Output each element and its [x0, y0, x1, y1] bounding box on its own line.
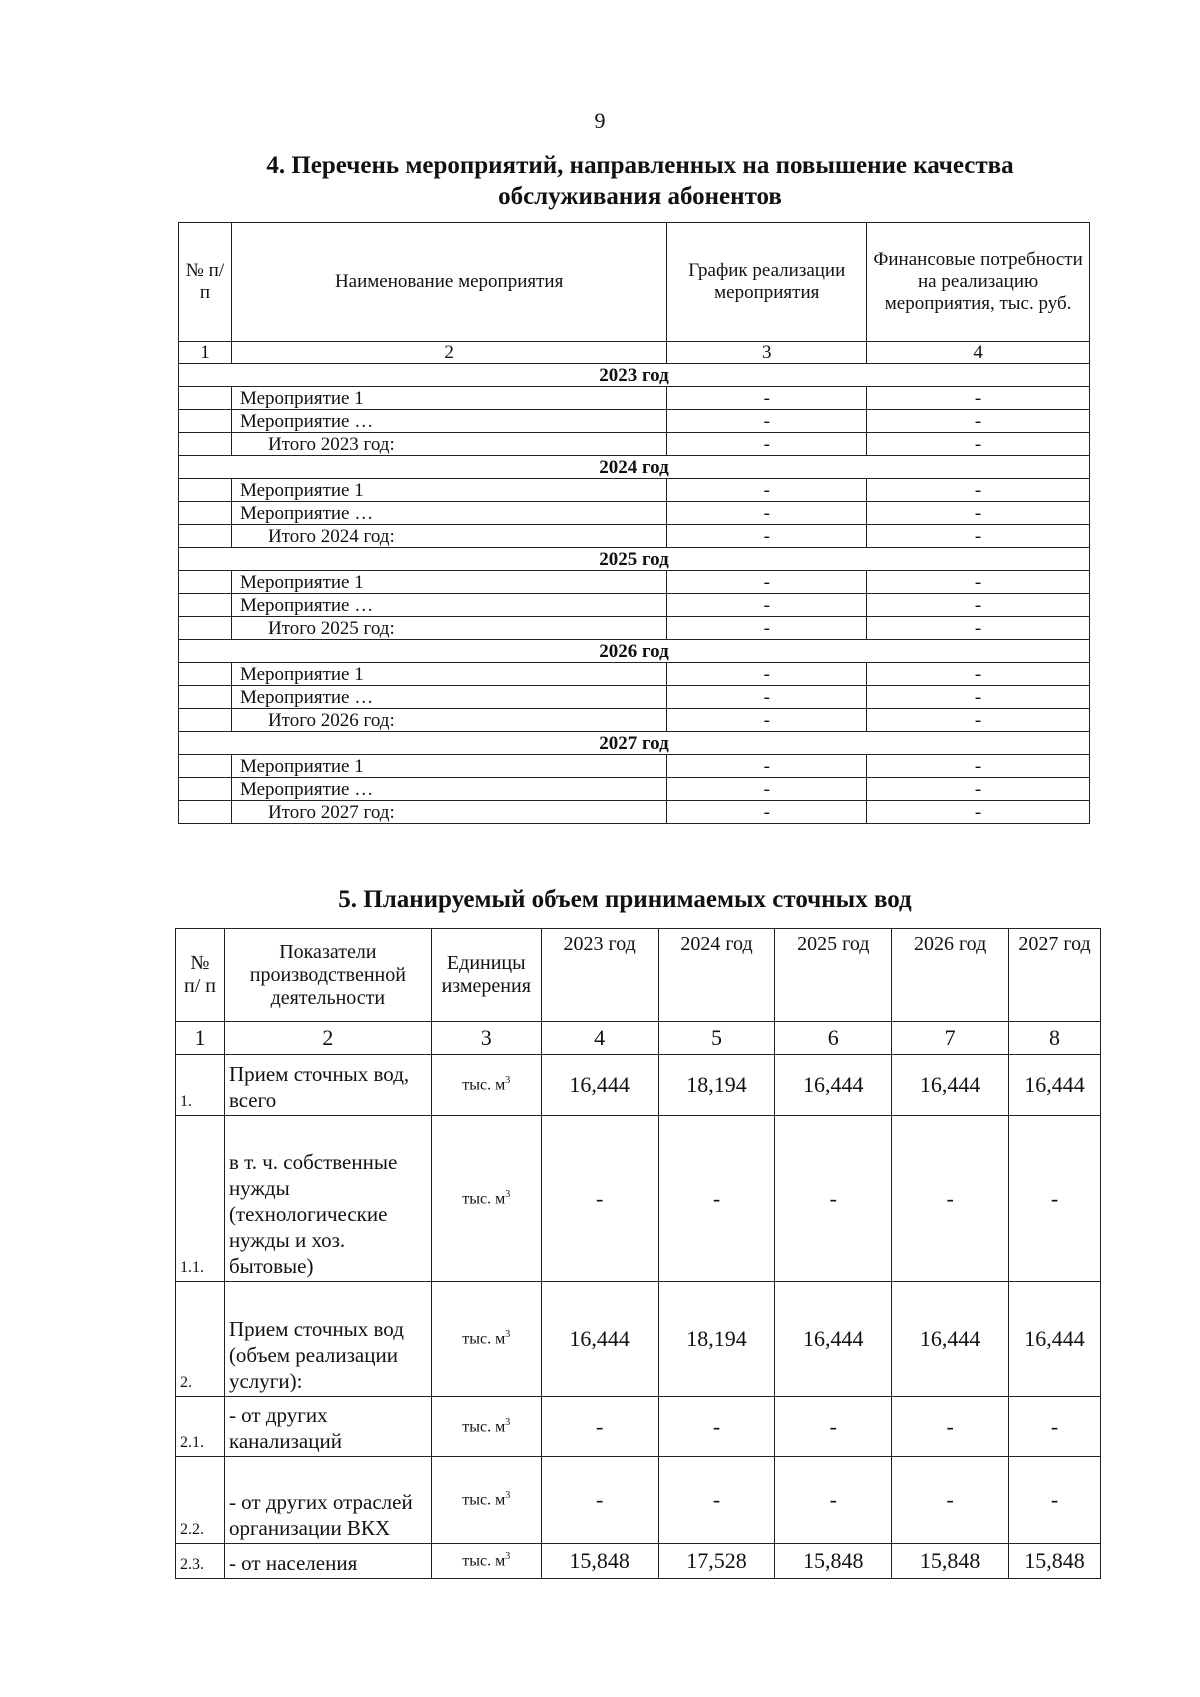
measure-schedule: - [667, 502, 867, 525]
row-number [179, 502, 232, 525]
year-value: - [541, 1457, 658, 1544]
indicator-unit [431, 1116, 541, 1282]
total-row [179, 801, 1090, 824]
measure-row [179, 663, 1090, 686]
column-number: 4 [541, 1022, 658, 1055]
year-group-row [179, 732, 1090, 755]
unit-exponent: 3 [505, 1490, 511, 1502]
year-group-label: 2023 год [179, 364, 1090, 387]
measure-schedule: - [667, 594, 867, 617]
measure-schedule: - [667, 663, 867, 686]
column-number-row [179, 342, 1090, 364]
measure-name: Мероприятие … [231, 778, 666, 801]
header-year: 2027 год [1009, 929, 1101, 1022]
row-number: 1. [176, 1055, 225, 1116]
year-group-row [179, 548, 1090, 571]
measure-row [179, 571, 1090, 594]
unit-text: тыс. м [462, 1330, 506, 1348]
measure-schedule: - [667, 479, 867, 502]
indicator-name: Прием сточных вод (объем реализации услуги): [224, 1282, 431, 1397]
measure-finance: - [867, 410, 1090, 433]
total-row [179, 617, 1090, 640]
unit-exponent: 3 [505, 1551, 511, 1563]
measures-table [178, 222, 1090, 824]
measure-name: Мероприятие … [231, 410, 666, 433]
header-finance: Финансовые потребности на реализацию мероприятия, тыс. руб. [867, 223, 1090, 342]
year-value: - [541, 1397, 658, 1457]
measure-schedule: - [667, 525, 867, 548]
unit-text: тыс. м [462, 1190, 506, 1208]
indicator-name: в т. ч. собственные нужды (технологические нужды и хоз. бытовые) [224, 1116, 431, 1282]
unit-text: тыс. м [462, 1552, 506, 1570]
indicator-unit [431, 1282, 541, 1397]
unit-exponent: 3 [505, 1188, 511, 1200]
column-number: 2 [224, 1022, 431, 1055]
year-group-label: 2025 год [179, 548, 1090, 571]
indicator-row [176, 1282, 1101, 1397]
row-number [179, 778, 232, 801]
measure-row [179, 502, 1090, 525]
year-group-label: 2026 год [179, 640, 1090, 663]
indicator-unit [431, 1457, 541, 1544]
header-year: 2023 год [541, 929, 658, 1022]
year-value: 15,848 [892, 1544, 1009, 1579]
measure-finance: - [867, 433, 1090, 456]
measure-finance: - [867, 801, 1090, 824]
measure-name: Итого 2027 год: [231, 801, 666, 824]
measure-name: Итого 2024 год: [231, 525, 666, 548]
year-value: - [1009, 1397, 1101, 1457]
measure-name: Мероприятие 1 [231, 571, 666, 594]
column-number: 3 [667, 342, 867, 364]
indicator-row [176, 1055, 1101, 1116]
indicator-name: - от населения [224, 1544, 431, 1579]
measure-schedule: - [667, 433, 867, 456]
measure-finance: - [867, 778, 1090, 801]
year-group-label: 2024 год [179, 456, 1090, 479]
total-row [179, 433, 1090, 456]
measure-schedule: - [667, 387, 867, 410]
year-value: 16,444 [892, 1055, 1009, 1116]
indicator-unit [431, 1544, 541, 1579]
indicator-unit [431, 1055, 541, 1116]
row-number: 2.2. [176, 1457, 225, 1544]
year-value: 16,444 [1009, 1055, 1101, 1116]
measure-schedule: - [667, 617, 867, 640]
header-year: 2026 год [892, 929, 1009, 1022]
measure-row [179, 686, 1090, 709]
measure-finance: - [867, 594, 1090, 617]
column-number: 7 [892, 1022, 1009, 1055]
measure-schedule: - [667, 801, 867, 824]
year-value: - [775, 1116, 892, 1282]
row-number [179, 410, 232, 433]
indicator-name: - от других отраслей организации ВКХ [224, 1457, 431, 1544]
column-number: 4 [867, 342, 1090, 364]
measure-finance: - [867, 617, 1090, 640]
unit-exponent: 3 [505, 1075, 511, 1087]
measure-schedule: - [667, 571, 867, 594]
row-number [179, 571, 232, 594]
row-number [179, 709, 232, 732]
year-value: - [892, 1116, 1009, 1282]
year-value: 16,444 [775, 1055, 892, 1116]
unit-text: тыс. м [462, 1418, 506, 1436]
column-number-row [176, 1022, 1101, 1055]
row-number [179, 525, 232, 548]
measure-finance: - [867, 755, 1090, 778]
measure-name: Мероприятие 1 [231, 755, 666, 778]
measure-schedule: - [667, 755, 867, 778]
row-number: 2. [176, 1282, 225, 1397]
measure-name: Мероприятие … [231, 686, 666, 709]
measure-name: Мероприятие … [231, 502, 666, 525]
row-number [179, 479, 232, 502]
measure-schedule: - [667, 410, 867, 433]
year-value: - [1009, 1457, 1101, 1544]
measure-row [179, 594, 1090, 617]
header-unit: Единицы измерения [431, 929, 541, 1022]
indicator-row [176, 1544, 1101, 1579]
year-group-row [179, 640, 1090, 663]
year-value: - [541, 1116, 658, 1282]
measure-finance: - [867, 663, 1090, 686]
year-value: 15,848 [1009, 1544, 1101, 1579]
measure-name: Мероприятие … [231, 594, 666, 617]
measure-name: Итого 2025 год: [231, 617, 666, 640]
column-number: 1 [176, 1022, 225, 1055]
year-value: - [658, 1116, 775, 1282]
year-value: 15,848 [541, 1544, 658, 1579]
year-value: 17,528 [658, 1544, 775, 1579]
measure-name: Мероприятие 1 [231, 663, 666, 686]
measure-finance: - [867, 709, 1090, 732]
measure-schedule: - [667, 686, 867, 709]
year-value: 16,444 [775, 1282, 892, 1397]
indicator-name: Прием сточных вод, всего [224, 1055, 431, 1116]
wastewater-volume-table [175, 928, 1101, 1579]
table-header-row [176, 929, 1101, 1022]
year-group-row [179, 456, 1090, 479]
row-number [179, 801, 232, 824]
unit-exponent: 3 [505, 1329, 511, 1341]
year-value: - [658, 1397, 775, 1457]
column-number: 1 [179, 342, 232, 364]
measure-name: Мероприятие 1 [231, 387, 666, 410]
header-number: № п/ п [176, 929, 225, 1022]
header-year: 2025 год [775, 929, 892, 1022]
unit-text: тыс. м [462, 1491, 506, 1509]
indicator-row [176, 1397, 1101, 1457]
unit-text: тыс. м [462, 1076, 506, 1094]
section-4-title: 4. Перечень мероприятий, направленных на повышение качества обслуживания абонентов [266, 152, 1014, 210]
measure-name: Итого 2026 год: [231, 709, 666, 732]
row-number: 2.3. [176, 1544, 225, 1579]
year-value: - [775, 1397, 892, 1457]
measure-finance: - [867, 479, 1090, 502]
table-header-row [179, 223, 1090, 342]
year-value: - [1009, 1116, 1101, 1282]
measure-name: Мероприятие 1 [231, 479, 666, 502]
year-value: 16,444 [892, 1282, 1009, 1397]
measure-row [179, 755, 1090, 778]
total-row [179, 709, 1090, 732]
year-value: 16,444 [541, 1055, 658, 1116]
column-number: 6 [775, 1022, 892, 1055]
column-number: 2 [231, 342, 666, 364]
year-value: - [775, 1457, 892, 1544]
indicator-unit [431, 1397, 541, 1457]
measure-finance: - [867, 525, 1090, 548]
measure-name: Итого 2023 год: [231, 433, 666, 456]
year-value: 16,444 [1009, 1282, 1101, 1397]
row-number [179, 594, 232, 617]
indicator-row [176, 1457, 1101, 1544]
page-number: 9 [594, 108, 606, 133]
header-schedule: График реализации мероприятия [667, 223, 867, 342]
measure-schedule: - [667, 778, 867, 801]
row-number [179, 433, 232, 456]
column-number: 5 [658, 1022, 775, 1055]
row-number [179, 617, 232, 640]
column-number: 3 [431, 1022, 541, 1055]
measure-finance: - [867, 686, 1090, 709]
measure-row [179, 387, 1090, 410]
row-number [179, 755, 232, 778]
header-number: № п/п [179, 223, 232, 342]
year-value: 18,194 [658, 1055, 775, 1116]
year-value: 18,194 [658, 1282, 775, 1397]
row-number [179, 387, 232, 410]
measure-finance: - [867, 387, 1090, 410]
measure-row [179, 778, 1090, 801]
year-group-label: 2027 год [179, 732, 1090, 755]
row-number [179, 663, 232, 686]
measure-finance: - [867, 571, 1090, 594]
year-value: 15,848 [775, 1544, 892, 1579]
column-number: 8 [1009, 1022, 1101, 1055]
measure-schedule: - [667, 709, 867, 732]
measure-row [179, 479, 1090, 502]
measure-row [179, 410, 1090, 433]
section-5-title: 5. Планируемый объем принимаемых сточных вод [338, 886, 912, 913]
year-value: - [892, 1457, 1009, 1544]
row-number [179, 686, 232, 709]
year-value: - [658, 1457, 775, 1544]
measure-finance: - [867, 502, 1090, 525]
header-measure-name: Наименование мероприятия [231, 223, 666, 342]
unit-exponent: 3 [505, 1416, 511, 1428]
row-number: 2.1. [176, 1397, 225, 1457]
indicator-name: - от других канализаций [224, 1397, 431, 1457]
row-number: 1.1. [176, 1116, 225, 1282]
year-value: - [892, 1397, 1009, 1457]
header-year: 2024 год [658, 929, 775, 1022]
total-row [179, 525, 1090, 548]
header-indicator: Показатели производственной деятельности [224, 929, 431, 1022]
year-value: 16,444 [541, 1282, 658, 1397]
indicator-row [176, 1116, 1101, 1282]
year-group-row [179, 364, 1090, 387]
